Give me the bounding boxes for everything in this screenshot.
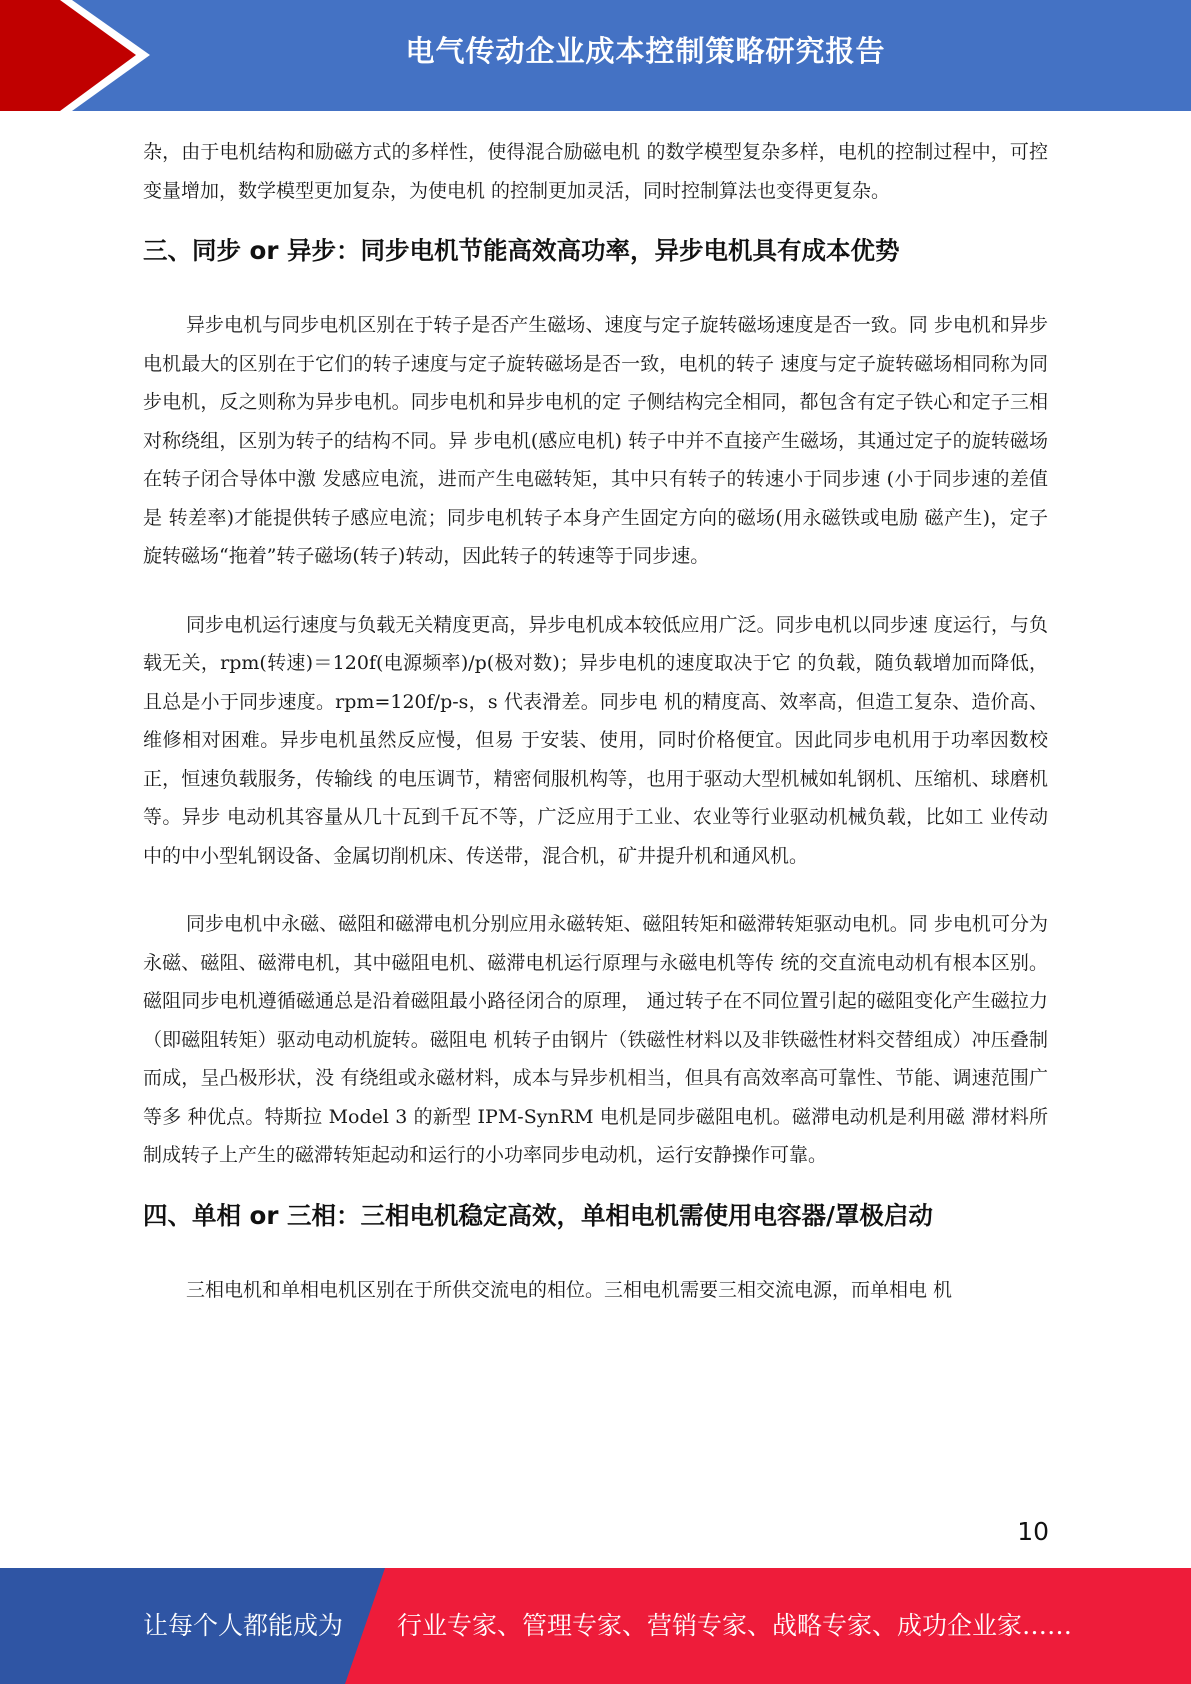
section-heading-3: 三、同步 or 异步：同步电机节能高效高功率，异步电机具有成本优势 <box>143 236 900 265</box>
intro-paragraph: 杂，由于电机结构和励磁方式的多样性，使得混合励磁电机 的数学模型复杂多样，电机的控制过程中，可控变量增加，数学模型更加复杂，为使电机 的控制更加灵活，同时控制算法也变得更复杂。 <box>143 141 1048 202</box>
section-heading-4: 四、单相 or 三相：三相电机稳定高效，单相电机需使用电容器/罩极启动 <box>143 1200 933 1230</box>
footer-slogan-right: 行业专家、管理专家、营销专家、战略专家、成功企业家…… <box>397 1611 1073 1640</box>
footer-slogan-left: 让每个人都能成为 <box>143 1611 344 1640</box>
section-3-paragraph-1: 异步电机与同步电机区别在于转子是否产生磁场、速度与定子旋转磁场速度是否一致。同 步电机和异步电机最大的区别在于它们的转子速度与定子旋转磁场是否一致，电机的转子 速度与定子旋转磁场相同称为同步电机，反之则称为异步电机。同步电机和异步电机的定 子侧结构完全相同，都包含有定子铁心和定子三相对称绕组，区别为转子的结构不同。异 步电机(感应电机) 转子中并不直接产生磁场，其通过定子的旋转磁场在转子闭合导体中激 发感应电流，进而产生电磁转矩，其中只有转子的转速小于同步速 (小于同步速的差值是 转差率)才能提供转子感应电流；同步电机转子本身产生固定方向的磁场(用永磁铁或电励 磁产生)，定子旋转磁场“拖着”转子磁场(转子)转动，因此转子的转速等于同步速。 <box>143 314 1048 567</box>
page-content <box>143 133 1048 1309</box>
section-4-paragraph-1: 三相电机和单相电机区别在于所供交流电的相位。三相电机需要三相交流电源，而单相电 机 <box>186 1278 953 1301</box>
page-number: 10 <box>1017 1517 1049 1546</box>
section-3-paragraph-2: 同步电机运行速度与负载无关精度更高，异步电机成本较低应用广泛。同步电机以同步速 度运行，与负载无关，rpm(转速)＝120f(电源频率)/p(极对数)；异步电机的速度取决于它 的负载，随负载增加而降低，且总是小于同步速度。rpm=120f/p-s，s 代表滑差。同步电 机的精度高、效率高，但造工复杂、造价高、维修相对困难。异步电机虽然反应慢，但易 于安装、使用，同时价格便宜。因此同步电机用于功率因数校正，恒速负载服务，传输线 的电压调节，精密伺服机构等，也用于驱动大型机械如轧钢机、压缩机、球磨机等。异步 电动机其容量从几十瓦到千瓦不等，广泛应用于工业、农业等行业驱动机械负载，比如工 业传动中的中小型轧钢设备、金属切削机床、传送带，混合机，矿井提升机和通风机。 <box>143 613 1048 867</box>
section-3-paragraph-3: 同步电机中永磁、磁阻和磁滞电机分别应用永磁转矩、磁阻转矩和磁滞转矩驱动电机。同 步电机可分为永磁、磁阻、磁滞电机，其中磁阻电机、磁滞电机运行原理与永磁电机等传 统的交直流电动机有根本区别。磁阻同步电机遵循磁通总是沿着磁阻最小路径闭合的原理， 通过转子在不同位置引起的磁阻变化产生磁拉力（即磁阻转矩）驱动电动机旋转。磁阻电 机转子由钢片（铁磁性材料以及非铁磁性材料交替组成）冲压叠制而成，呈凸极形状，没 有绕组或永磁材料，成本与异步机相当，但具有高效率高可靠性、节能、调速范围广等多 种优点。特斯拉 Model 3 的新型 IPM-SynRM 电机是同步磁阻电机。磁滞电动机是利用磁 滞材料所制成转子上产生的磁滞转矩起动和运行的小功率同步电动机，运行安静操作可靠。 <box>143 913 1048 1166</box>
document-title: 电气传动企业成本控制策略研究报告 <box>405 34 886 68</box>
page-footer <box>0 1568 1191 1684</box>
page-header <box>0 0 1191 111</box>
